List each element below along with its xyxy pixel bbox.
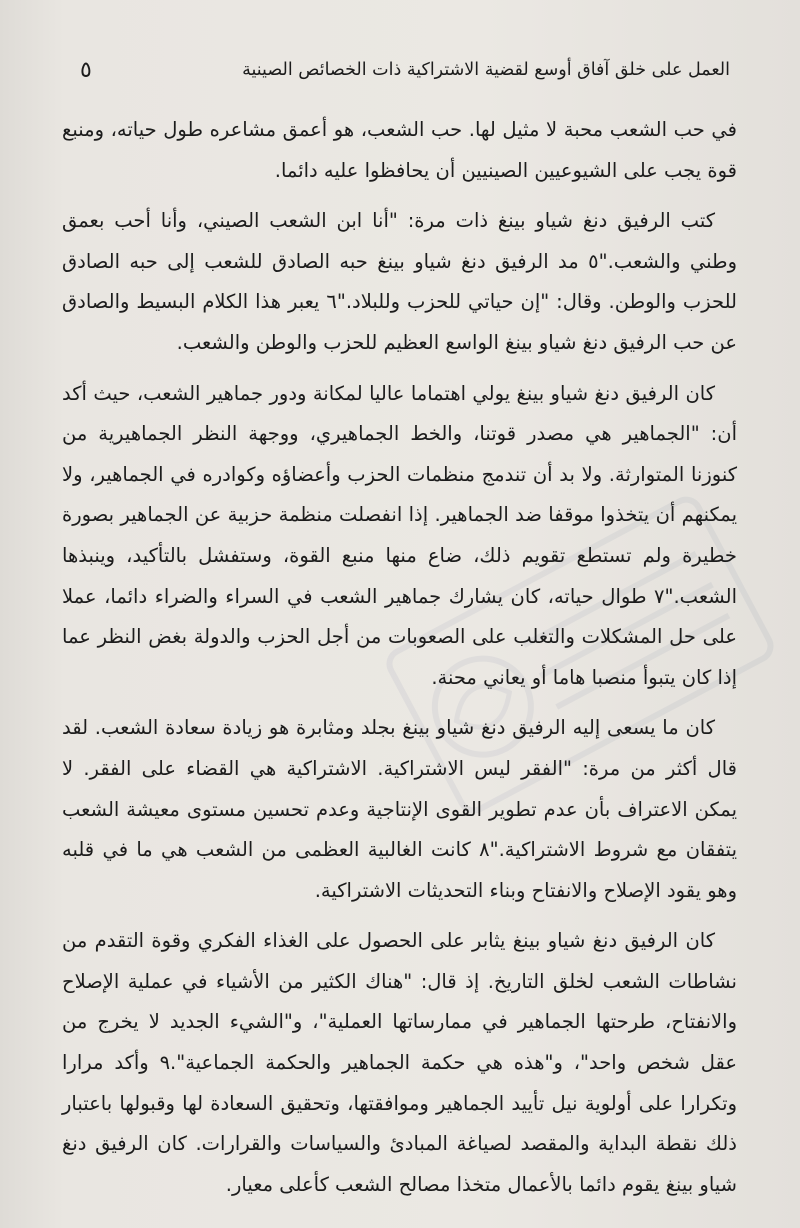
paragraph: في حب الشعب محبة لا مثيل لها. حب الشعب، هو أعمق مشاعره طول حياته، ومنبع قوة يجب على الشيوعيين الصينيين أن يحافظوا عليه دائما. bbox=[62, 118, 737, 182]
paragraph: كان ما يسعى إليه الرفيق دنغ شياو بينغ بجلد ومثابرة هو زيادة سعادة الشعب. لقد قال أكثر من مرة: "الفقر ليس الاشتراكية. الاشتراكية هي القضاء على الفقر. لا يمكن الاعتراف بأن عدم تطوير القوى الإنتاجية وعدم تحسين مستوى معيشة الشعب يتفقان مع شروط الاشتراكية."٨ كانت الغالبية العظمى من الشعب هي ما في قلبه وهو يقود الإصلاح والانفتاح وبناء التحديثات الاشتراكية. bbox=[62, 716, 737, 902]
running-header bbox=[80, 58, 730, 90]
paragraph: كتب الرفيق دنغ شياو بينغ ذات مرة: "أنا ابن الشعب الصيني، وأنا أحب بعمق وطني والشعب."٥ مد الرفيق دنغ شياو بينغ حبه الصادق للشعب إلى حبه الصادق للحزب والوطن. وقال: "إن حياتي للحزب وللبلاد."٦ يعبر هذا الكلام البسيط والصادق عن حب الرفيق دنغ شياو بينغ الواسع العظيم للحزب والوطن والشعب. bbox=[62, 209, 737, 354]
page-number: ٥ bbox=[80, 58, 92, 83]
running-header-title: العمل على خلق آفاق أوسع لقضية الاشتراكية ذات الخصائص الصينية bbox=[242, 60, 730, 80]
body-text bbox=[62, 110, 737, 1215]
paragraph: كان الرفيق دنغ شياو بينغ يولي اهتماما عاليا لمكانة ودور جماهير الشعب، حيث أكد أن: "الجماهير هي مصدر قوتنا، والخط الجماهيري، ووجهة النظر الجماهيرية من كنوزنا المتوارثة. ولا بد أن تندمج منظمات الحزب وأعضاؤه وكوادره في الجماهير، ولا يمكنهم أن يتخذوا موقفا ضد الجماهير. إذا انفصلت منظمة حزبية عن الجماهير بصورة خطيرة ولم تستطع تقويم ذلك، ضاع منها منبع القوة، وستفشل بالتأكيد، وينبذها الشعب."٧ طوال حياته، كان يشارك جماهير الشعب في السراء والضراء دائما، عملا على حل المشكلات والتغلب على الصعوبات من أجل الحزب والدولة بغض النظر عما إذا كان يتبوأ منصبا هاما أو يعاني محنة. bbox=[62, 381, 737, 689]
paragraph: كان الرفيق دنغ شياو بينغ يثابر على الحصول على الغذاء الفكري وقوة التقدم من نشاطات الشعب لخلق التاريخ. إذ قال: "هناك الكثير من الأشياء في عملية الإصلاح والانفتاح، طرحتها الجماهير في ممارساتها العملية"، و"الشيء الجديد لا يخرج من عقل شخص واحد"، و"هذه هي حكمة الجماهير والحكمة الجماعية".٩ وأكد مرارا وتكرارا على أولوية نيل تأييد الجماهير وموافقتها، وتحقيق السعادة لها وقبولها باعتبار ذلك نقطة البداية والمقصد لصياغة المبادئ والسياسات والقرارات. كان الرفيق دنغ شياو بينغ يقوم دائما بالأعمال متخذا مصالح الشعب كأعلى معيار. bbox=[62, 929, 737, 1196]
